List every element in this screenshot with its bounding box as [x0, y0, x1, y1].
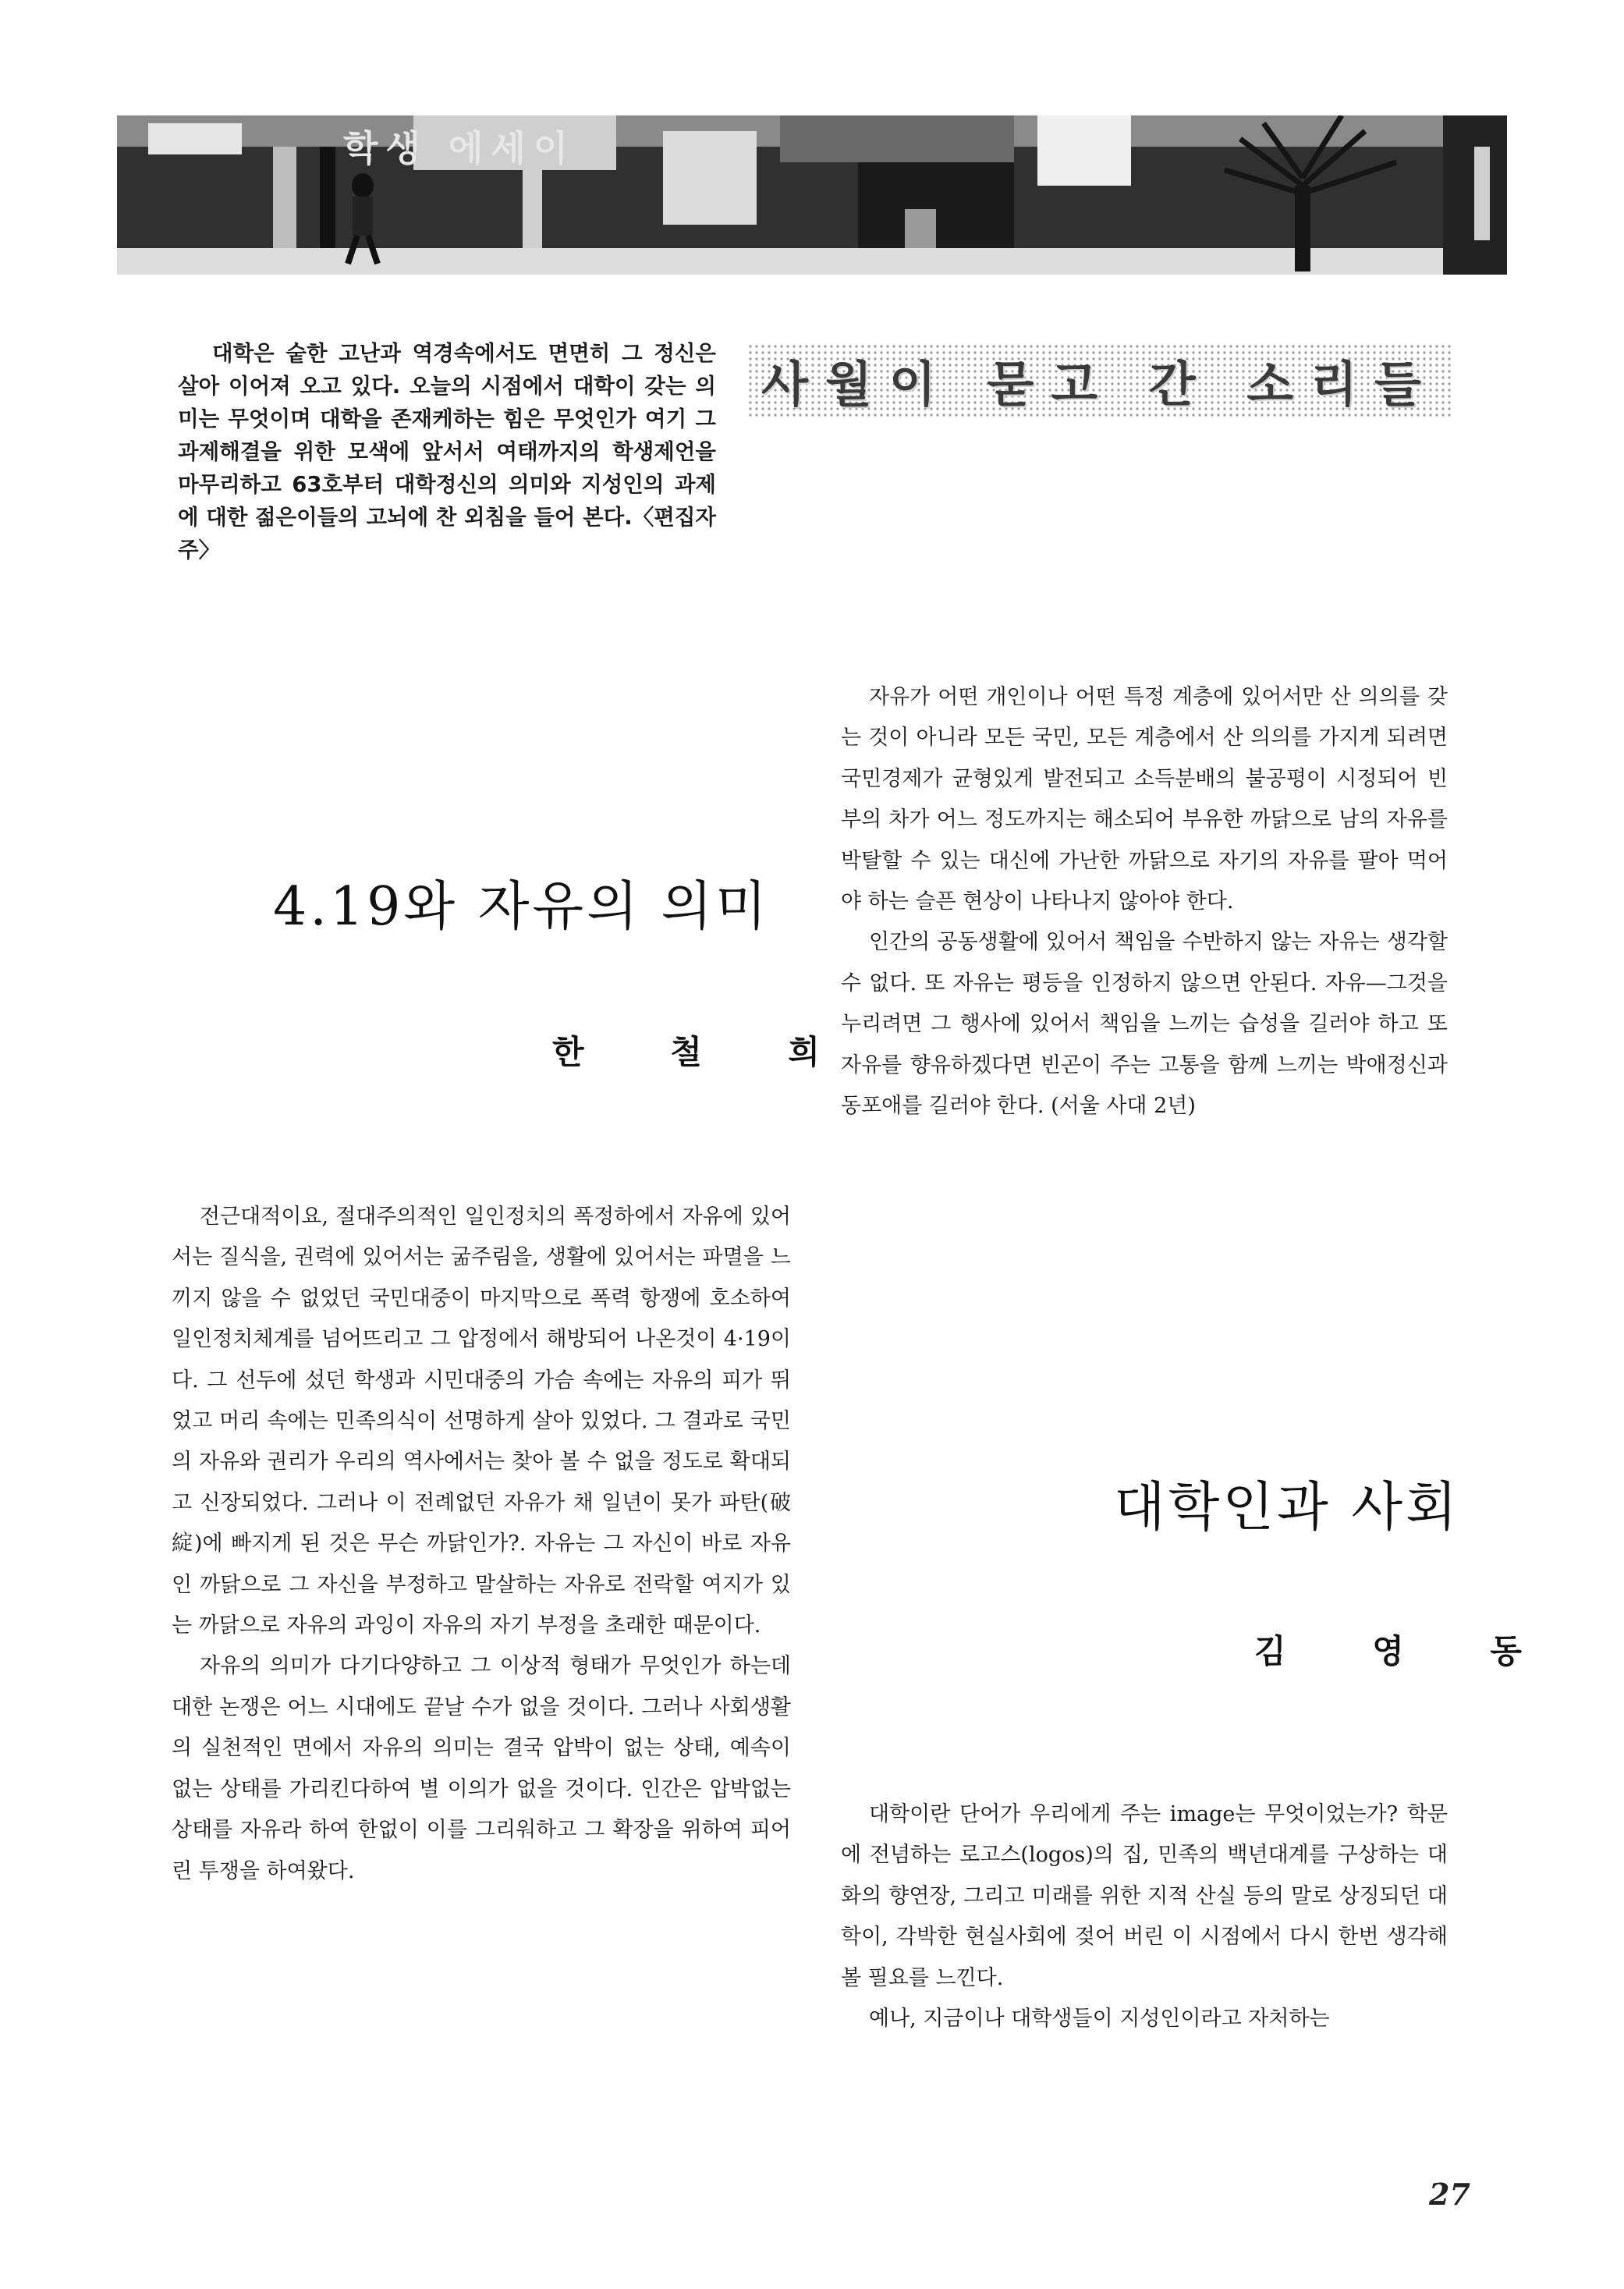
article1-paragraph: 자유가 어떤 개인이나 어떤 특정 계층에 있어서만 산 의의를 갖는 것이 아니라 모든 국민, 모든 계층에서 산 의의를 가지게 되려면 국민경제가 균형있게 발전되고 소득분배의 불공평이 시정되어 빈부의 차가 어느 정도까지는 해소되어 부유한 까닭으로 남의 자유를 박탈할 수 있는 대신에 가난한 까닭으로 자기의 자유를 팔아 먹어야 하는 슬픈 현상이 나타나지 않아야 한다.	[841, 685, 1448, 914]
article1-paragraph: 전근대적이요, 절대주의적인 일인정치의 폭정하에서 자유에 있어서는 질식을, 권력에 있어서는 굶주림을, 생활에 있어서는 파멸을 느끼지 않을 수 없었던 국민대중이 마지막으로 폭력 항쟁에 호소하여 일인정치체계를 넘어뜨리고 그 압정에서 해방되어 나온것이 4·19이다. 그 선두에 섰던 학생과 시민대중의 가슴 속에는 자유의 피가 뛰었고 머리 속에는 민족의식이 선명하게 살아 있었다. 그 결과로 국민의 자유와 권리가 우리의 역사에서는 찾아 볼 수 없을 정도로 확대되고 신장되었다. 그러나 이 전례없던 자유가 채 일년이 못가 파탄(破綻)에 빠지게 된 것은 무슨 까닭인가?. 자유는 그 자신이 바로 자유인 까닭으로 그 자신을 부정하고 말살하는 자유로 전락할 여지가 있는 까닭으로 자유의 과잉이 자유의 자기 부정을 초래한 때문이다.	[172, 1205, 791, 1638]
article1-paragraph: 인간의 공동생활에 있어서 책임을 수반하지 않는 자유는 생각할 수 없다. 또 자유는 평등을 인정하지 않으면 안된다. 자유—그것을 누리려면 그 행사에 있어서 책임을 느끼는 습성을 길러야 하고 또 자유를 향유하겠다면 빈곤이 주는 고통을 함께 느끼는 박애정신과 동포애를 길러야 한다. (서울 사대 2년)	[841, 930, 1448, 1119]
article1-body-continued	[841, 677, 1448, 1127]
article1-paragraph: 자유의 의미가 다기다양하고 그 이상적 형태가 무엇인가 하는데 대한 논쟁은 어느 시대에도 끝날 수가 없을 것이다. 그러나 사회생활의 실천적인 면에서 자유의 의미는 결국 압박이 없는 상태, 예속이 없는 상태를 가리킨다하여 별 이의가 없을 것이다. 인간은 압박없는 상태를 자유라 하여 한없이 이를 그리워하고 그 확장을 위하여 피어린 투쟁을 하여왔다.	[172, 1654, 791, 1883]
article2-author: 김 영 동	[1254, 1632, 1559, 1670]
header-banner-photo	[117, 115, 1507, 275]
series-title: 사월이 묻고 간 소리들	[761, 355, 1438, 413]
article1-author: 한 철 희	[552, 1033, 857, 1071]
editor-note: 대학은 숱한 고난과 역경속에서도 면면히 그 정신은 살아 이어져 오고 있다. 오늘의 시점에서 대학이 갖는 의미는 무엇이며 대학을 존재케하는 힘은 무엇인가 여기 그 과제해결을 위한 모색에 앞서서 여태까지의 학생제언을 마무리하고 63호부터 대학정신의 의미와 지성인의 과제에 대한 젊은이들의 고뇌에 찬 외침을 들어 본다.〈편집자 주〉	[178, 341, 716, 562]
article2-paragraph: 예나, 지금이나 대학생들이 지성인이라고 자처하는	[869, 2007, 1330, 2032]
article2-body	[841, 1794, 1448, 2039]
page-number: 27	[1429, 2177, 1470, 2212]
article2-title: 대학인과 사회	[1114, 1477, 1460, 1538]
article2-paragraph: 대학이란 단어가 우리에게 주는 image는 무엇이었는가? 학문에 전념하는 로고스(logos)의 집, 민족의 백년대계를 구상하는 대화의 향연장, 그리고 미래를 위한 지적 산실 등의 말로 상징되던 대학이, 각박한 현실사회에 젖어 버린 이 시점에서 다시 한번 생각해 볼 필요를 느낀다.	[841, 1802, 1448, 1990]
article1-title: 4.19와 자유의 의미	[273, 876, 770, 938]
series-title-box	[741, 337, 1459, 423]
banner-section-label: 학생 에세이	[343, 127, 576, 169]
article1-body	[172, 1197, 791, 1892]
banner-photo-art	[117, 115, 1507, 275]
